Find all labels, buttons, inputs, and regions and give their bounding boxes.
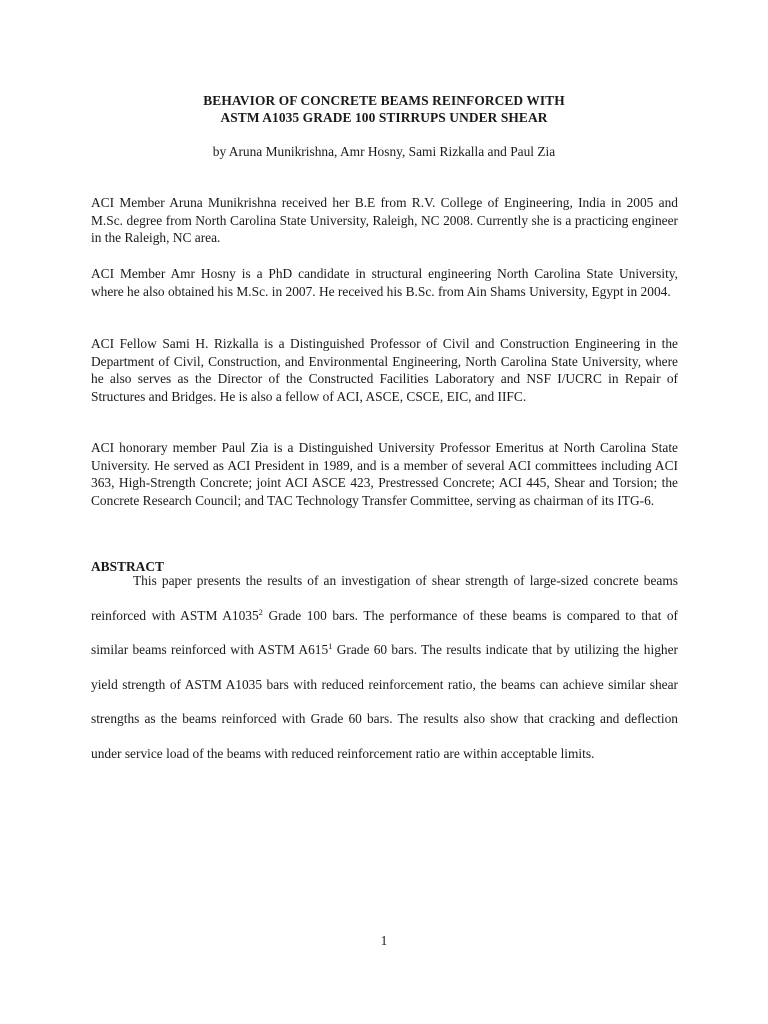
abstract-text-part-1: This paper presents the results of an investigation of shear strength of large-sized concrete beams reinforced with ASTM A1035 [91, 573, 678, 623]
author-bio-hosny: ACI Member Amr Hosny is a PhD candidate in structural engineering North Carolina State University, where he also obtained his M.Sc. in 2007. He received his B.Sc. from Ain Shams University, Egypt in 2004. [91, 266, 678, 299]
citation-superscript-1: 1 [328, 641, 333, 651]
paper-title-line-2: ASTM A1035 GRADE 100 STIRRUPS UNDER SHEAR [220, 110, 548, 125]
abstract-heading: ABSTRACT [91, 559, 164, 574]
author-bio-rizkalla: ACI Fellow Sami H. Rizkalla is a Distinguished Professor of Civil and Construction Engineering in the Department of Civil, Construction, and Environmental Engineering, North Carolina State University, where he also serves as the Director of the Constructed Facilities Laboratory and NSF I/UCRC in Repair of Structures and Bridges. He is also a fellow of ACI, ASCE, CSCE, EIC, and IIFC. [91, 336, 678, 404]
author-bio-munikrishna: ACI Member Aruna Munikrishna received her B.E from R.V. College of Engineering, India in 2005 and M.Sc. degree from North Carolina State University, Raleigh, NC 2008. Currently she is a practicing engineer in the Raleigh, NC area. [91, 195, 678, 245]
author-bio-zia: ACI honorary member Paul Zia is a Distinguished University Professor Emeritus at North Carolina State University. He served as ACI President in 1989, and is a member of several ACI committees including ACI 363, High-Strength Concrete; joint ACI ASCE 423, Prestressed Concrete; ACI 445, Shear and Torsion; the Concrete Research Council; and TAC Technology Transfer Committee, serving as chairman of its ITG-6. [91, 440, 678, 508]
citation-superscript-2: 2 [258, 606, 263, 617]
abstract-text-part-2: Grade 100 bars. The performance of these beams is compared to that of similar beams reinforced with ASTM A615 [91, 607, 678, 657]
page-number: 1 [380, 933, 388, 948]
abstract-body [91, 564, 678, 771]
paper-title-line-1: BEHAVIOR OF CONCRETE BEAMS REINFORCED WITH [203, 93, 565, 108]
author-line: by Aruna Munikrishna, Amr Hosny, Sami Rizkalla and Paul Zia [212, 144, 556, 159]
abstract-text-part-3: Grade 60 bars. The results indicate that by utilizing the higher yield strength of ASTM A1035 bars with reduced reinforcement ratio, the beams can achieve similar shear strengths as the beams reinforced with Grade 60 bars. The results also show that cracking and deflection under service load of the beams with reduced reinforcement ratio are within acceptable limits. [91, 642, 678, 761]
paper-title [0, 92, 768, 126]
